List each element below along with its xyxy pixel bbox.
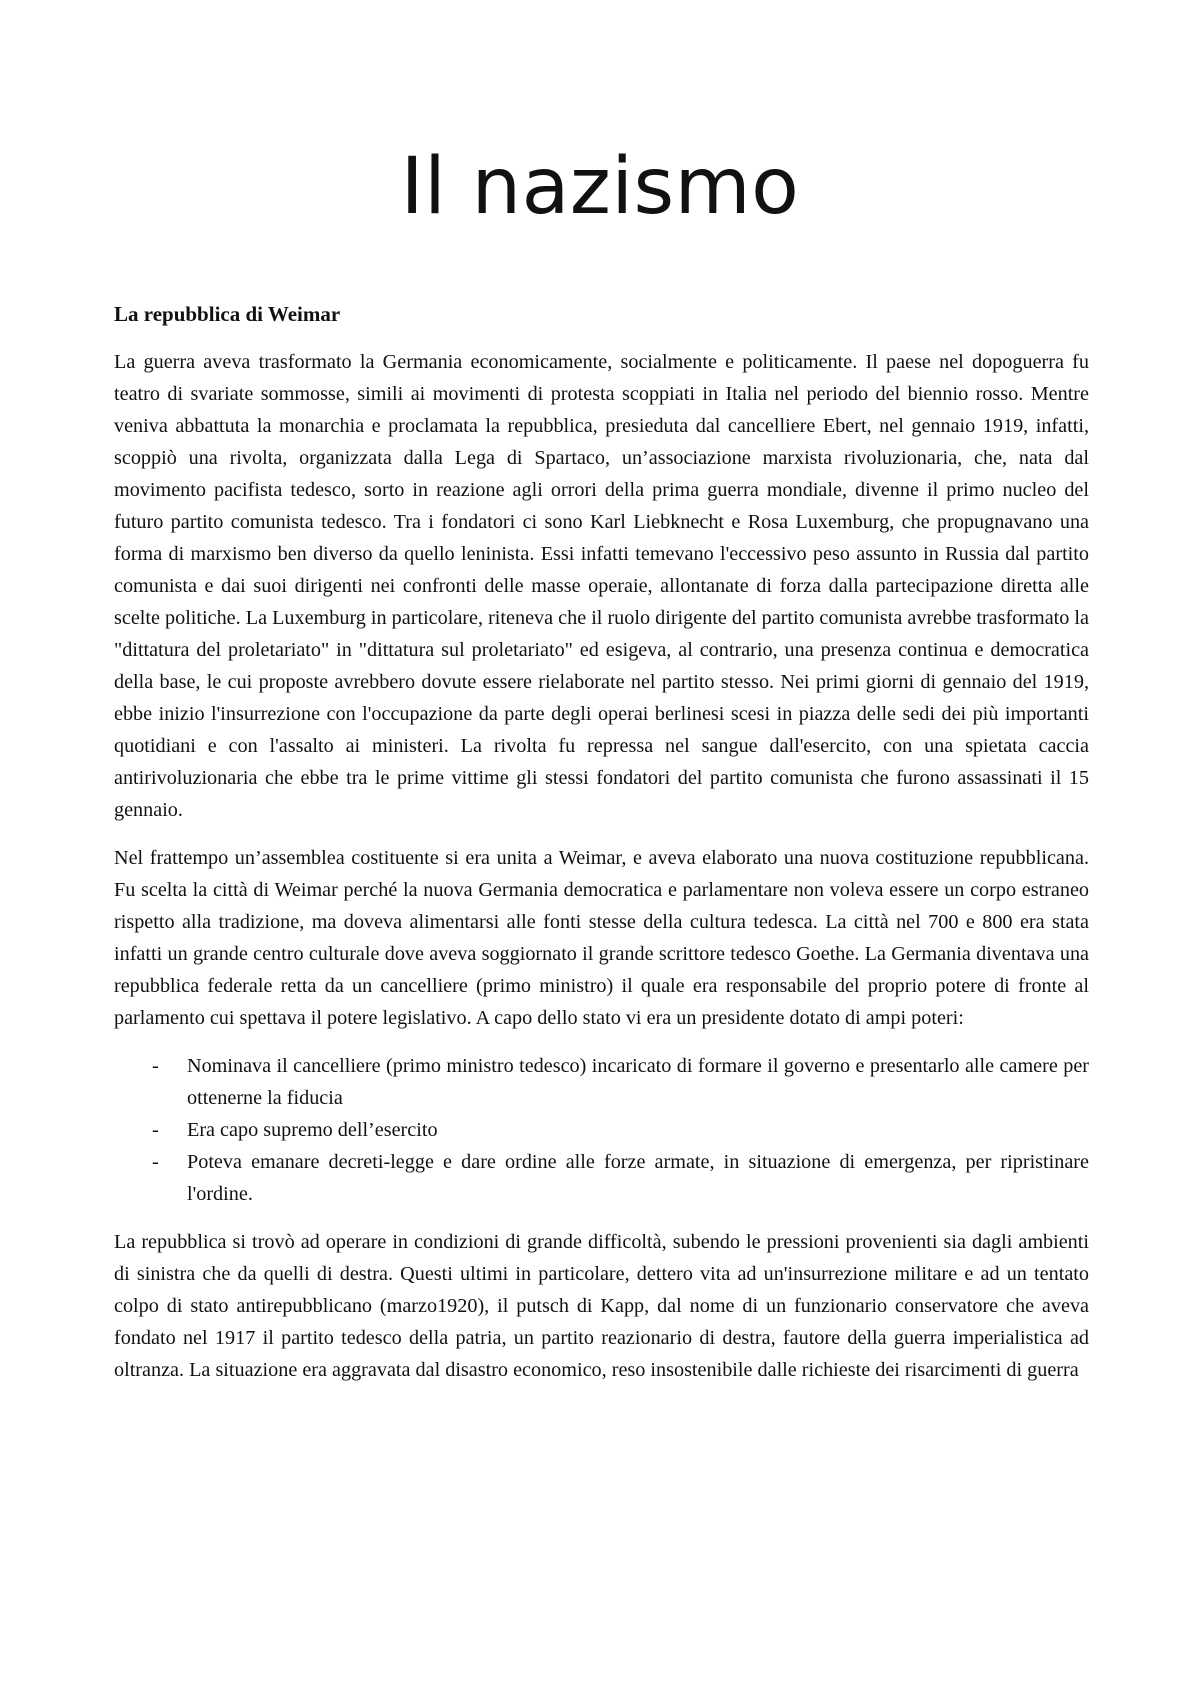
list-item-text: Poteva emanare decreti-legge e dare ordine alle forze armate, in situazione di emergenza, per ripristinare l'ordine.	[187, 1151, 1089, 1205]
powers-list	[114, 1050, 1089, 1210]
list-item-text: Nominava il cancelliere (primo ministro tedesco) incaricato di formare il governo e presentarlo alle camere per ottenerne la fiducia	[187, 1055, 1089, 1109]
list-dash: -	[152, 1055, 159, 1077]
list-item	[114, 1114, 1089, 1146]
list-item-text: Era capo supremo dell’esercito	[187, 1119, 438, 1141]
section-heading: La repubblica di Weimar	[114, 302, 341, 326]
list-item	[114, 1146, 1089, 1210]
list-item	[114, 1050, 1089, 1114]
page-title: Il nazismo	[400, 142, 800, 232]
paragraph-3: La repubblica si trovò ad operare in condizioni di grande difficoltà, subendo le pressioni provenienti sia dagli ambienti di sinistra che da quelli di destra. Questi ultimi in particolare, dettero vita ad un'insurrezione militare e ad un tentato colpo di stato antirepubblicano (marzo1920), il putsch di Kapp, dal nome di un funzionario conservatore che aveva fondato nel 1917 il partito tedesco della patria, un partito reazionario di destra, fautore della guerra imperialistica ad oltranza. La situazione era aggravata dal disastro economico, reso insostenibile dalle richieste dei risarcimenti di guerra	[114, 1231, 1089, 1381]
list-dash: -	[152, 1151, 159, 1173]
list-dash: -	[152, 1119, 159, 1141]
document-body	[114, 298, 1089, 1402]
paragraph-1: La guerra aveva trasformato la Germania economicamente, socialmente e politicamente. Il paese nel dopoguerra fu teatro di svariate sommosse, simili ai movimenti di protesta scoppiati in Italia nel periodo del biennio rosso. Mentre veniva abbattuta la monarchia e proclamata la repubblica, presieduta dal cancelliere Ebert, nel gennaio 1919, infatti, scoppiò una rivolta, organizzata dalla Lega di Spartaco, un’associazione marxista rivoluzionaria, che, nata dal movimento pacifista tedesco, sorto in reazione agli orrori della prima guerra mondiale, divenne il primo nucleo del futuro partito comunista tedesco. Tra i fondatori ci sono Karl Liebknecht e Rosa Luxemburg, che propugnavano una forma di marxismo ben diverso da quello leninista. Essi infatti temevano l'eccessivo peso assunto in Russia dal partito comunista e dai suoi dirigenti nei confronti delle masse operaie, allontanate di forza dalla partecipazione diretta alle scelte politiche. La Luxemburg in particolare, riteneva che il ruolo dirigente del partito comunista avrebbe trasformato la "dittatura del proletariato" in "dittatura sul proletariato" ed esigeva, al contrario, una presenza continua e democratica della base, le cui proposte avrebbero dovute essere rielaborate nel partito stesso. Nei primi giorni di gennaio del 1919, ebbe inizio l'insurrezione con l'occupazione da parte degli operai berlinesi scesi in piazza delle sedi dei più importanti quotidiani e con l'assalto ai ministeri. La rivolta fu repressa nel sangue dall'esercito, con una spietata caccia antirivoluzionaria che ebbe tra le prime vittime gli stessi fondatori del partito comunista che furono assassinati il 15 gennaio.	[114, 351, 1089, 821]
paragraph-2: Nel frattempo un’assemblea costituente si era unita a Weimar, e aveva elaborato una nuova costituzione repubblicana. Fu scelta la città di Weimar perché la nuova Germania democratica e parlamentare non voleva essere un corpo estraneo rispetto alla tradizione, ma doveva alimentarsi alle fonti stesse della cultura tedesca. La città nel 700 e 800 era stata infatti un grande centro culturale dove aveva soggiornato il grande scrittore tedesco Goethe. La Germania diventava una repubblica federale retta da un cancelliere (primo ministro) il quale era responsabile del proprio potere di fronte al parlamento cui spettava il potere legislativo. A capo dello stato vi era un presidente dotato di ampi poteri:	[114, 847, 1089, 1029]
